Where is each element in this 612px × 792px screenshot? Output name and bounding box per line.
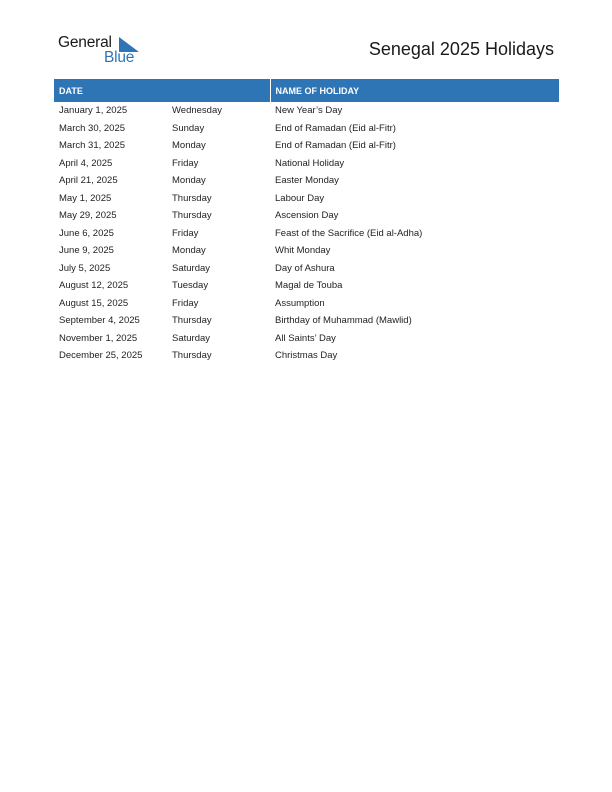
table-row — [54, 137, 559, 155]
cell-weekday: Saturday — [172, 332, 211, 344]
table-row — [54, 225, 559, 243]
cell-holiday-name: Assumption — [275, 297, 325, 309]
cell-holiday-name: National Holiday — [275, 157, 345, 169]
cell-date: November 1, 2025 — [59, 332, 138, 344]
cell-holiday-name: Whit Monday — [275, 245, 331, 257]
table-row — [54, 312, 559, 330]
table-row — [54, 155, 559, 173]
cell-date: December 25, 2025 — [59, 350, 143, 362]
table-row — [54, 330, 559, 348]
header-date: DATE — [54, 79, 270, 102]
table-row — [54, 207, 559, 225]
header-holiday-name: NAME OF HOLIDAY — [270, 79, 559, 102]
cell-date: March 31, 2025 — [59, 140, 126, 152]
cell-holiday-name: Magal de Touba — [275, 280, 343, 292]
cell-date: April 4, 2025 — [59, 157, 113, 169]
cell-weekday: Thursday — [172, 315, 212, 327]
cell-date: September 4, 2025 — [59, 315, 140, 327]
table-row — [54, 102, 559, 120]
cell-holiday-name: All Saints’ Day — [275, 332, 336, 344]
cell-holiday-name: Easter Monday — [275, 175, 339, 187]
table-row — [54, 347, 559, 365]
page-title: Senegal 2025 Holidays — [368, 39, 554, 59]
cell-holiday-name: New Year’s Day — [275, 105, 343, 117]
cell-weekday: Sunday — [172, 122, 205, 134]
logo-word-blue: Blue — [104, 49, 135, 66]
cell-weekday: Wednesday — [172, 105, 222, 117]
cell-date: August 15, 2025 — [59, 297, 129, 309]
cell-weekday: Saturday — [172, 262, 211, 274]
table-row — [54, 190, 559, 208]
table-row — [54, 277, 559, 295]
table-row — [54, 242, 559, 260]
cell-holiday-name: Christmas Day — [275, 350, 338, 362]
logo-word-general: General — [58, 34, 112, 51]
cell-weekday: Tuesday — [172, 280, 209, 292]
cell-holiday-name: Labour Day — [275, 192, 325, 204]
table-body — [54, 102, 559, 365]
cell-weekday: Thursday — [172, 350, 212, 362]
cell-date: March 30, 2025 — [59, 122, 126, 134]
cell-date: May 29, 2025 — [59, 210, 117, 222]
cell-holiday-name: End of Ramadan (Eid al-Fitr) — [275, 122, 396, 134]
cell-date: June 6, 2025 — [59, 227, 114, 239]
table-row — [54, 120, 559, 138]
cell-weekday: Friday — [172, 297, 199, 309]
generalblue-logo — [58, 34, 148, 68]
table-header-row — [54, 79, 559, 102]
cell-holiday-name: Birthday of Muhammad (Mawlid) — [275, 315, 412, 327]
cell-weekday: Thursday — [172, 192, 212, 204]
cell-weekday: Monday — [172, 140, 206, 152]
table-row — [54, 295, 559, 313]
cell-holiday-name: End of Ramadan (Eid al-Fitr) — [275, 140, 396, 152]
cell-date: July 5, 2025 — [59, 262, 111, 274]
cell-date: May 1, 2025 — [59, 192, 112, 204]
cell-date: January 1, 2025 — [59, 105, 128, 117]
holidays-table — [54, 79, 559, 365]
cell-holiday-name: Day of Ashura — [275, 262, 335, 274]
cell-weekday: Friday — [172, 227, 199, 239]
cell-holiday-name: Feast of the Sacrifice (Eid al-Adha) — [275, 227, 423, 239]
cell-date: April 21, 2025 — [59, 175, 118, 187]
cell-weekday: Friday — [172, 157, 199, 169]
table-row — [54, 260, 559, 278]
cell-weekday: Thursday — [172, 210, 212, 222]
cell-weekday: Monday — [172, 175, 206, 187]
cell-weekday: Monday — [172, 245, 206, 257]
cell-date: August 12, 2025 — [59, 280, 129, 292]
table-row — [54, 172, 559, 190]
cell-date: June 9, 2025 — [59, 245, 114, 257]
cell-holiday-name: Ascension Day — [275, 210, 339, 222]
